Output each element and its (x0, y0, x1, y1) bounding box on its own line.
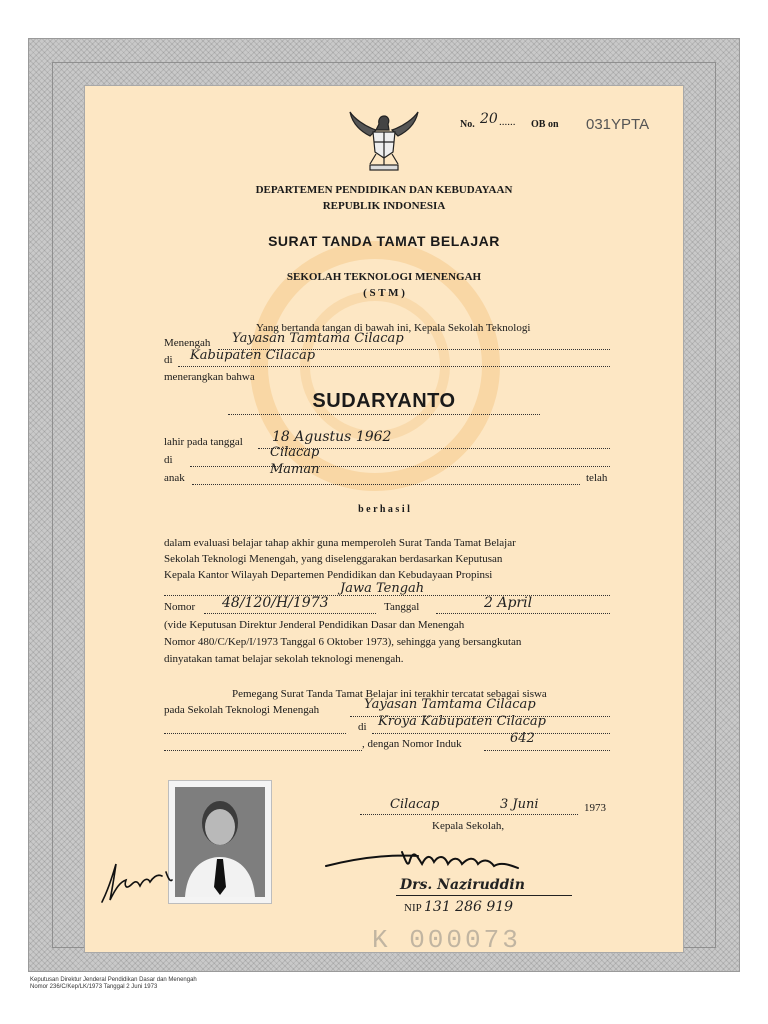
document-title: SURAT TANDA TAMAT BELAJAR (268, 233, 500, 249)
place-dots (190, 466, 610, 467)
di2-dots-left (164, 733, 346, 734)
tanggal-value: 2 April (484, 595, 533, 611)
tanggal-dots (436, 613, 610, 614)
nomor-label: Nomor (164, 601, 196, 613)
result-text: b e r h a s i l (358, 504, 410, 515)
sign-place-dots (360, 814, 578, 815)
body-line6: dinyatakan tamat belajar sekolah teknologi menengah. (164, 653, 404, 665)
nomor-value: 48/120/H/1973 (222, 595, 329, 611)
induk-value: 642 (510, 731, 535, 746)
menengah-label: Menengah (164, 337, 211, 349)
child-value: Maman (270, 462, 320, 477)
school-type-line1: SEKOLAH TEKNOLOGI MENENGAH (286, 271, 482, 283)
garuda-emblem-icon (346, 108, 422, 172)
intro-line: Yang bertanda tangan di bawah ini, Kepala Sekolah Teknologi (256, 322, 531, 334)
child-label: anak (164, 472, 185, 484)
place-label: di (164, 454, 173, 466)
footnote-line2: Nomor 236/C/Kep/LK/1973 Tanggal 2 Juni 1973 (30, 984, 158, 990)
di-value: Kabupaten Cilacap (190, 348, 316, 363)
footnote (30, 977, 197, 991)
principal-role: Kepala Sekolah, (432, 820, 505, 832)
nomor-dots (204, 613, 376, 614)
province-value: Jawa Tengah (340, 581, 425, 596)
induk-label: , dengan Nomor Induk (362, 738, 462, 750)
di2-dots (372, 733, 610, 734)
sign-year: 1973 (584, 802, 606, 814)
ob-label: OB on (531, 119, 559, 130)
principal-name: Drs. Naziruddin (400, 877, 525, 893)
ministry-line1: DEPARTEMEN PENDIDIKAN DAN KEBUDAYAAN (255, 184, 513, 196)
di2-label: di (358, 721, 367, 733)
number-dots: ...... (499, 116, 516, 128)
sign-place: Cilacap (390, 797, 440, 812)
portrait-icon (175, 787, 265, 897)
serial-number: K 000073 (372, 925, 521, 955)
born-value: 18 Agustus 1962 (272, 429, 392, 445)
nip-value: 131 286 919 (424, 899, 514, 915)
student-name: SUDARYANTO (312, 390, 456, 412)
body-line7: Pemegang Surat Tanda Tamat Belajar ini terakhir tercatat sebagai siswa (232, 688, 547, 700)
telah-label: telah (586, 472, 608, 484)
number-label: No. (460, 119, 475, 130)
body-line3: Kepala Kantor Wilayah Departemen Pendidikan dan Kebudayaan Propinsi (164, 569, 493, 581)
menerangkan-label: menerangkan bahwa (164, 371, 255, 383)
student-name-dots (228, 414, 540, 415)
di2-value: Kroya Kabupaten Cilacap (378, 714, 546, 729)
induk-dots (484, 750, 610, 751)
di-dots (178, 366, 610, 367)
induk-dots-left (164, 750, 362, 751)
student-signature (96, 856, 188, 912)
body-line8: pada Sekolah Teknologi Menengah (164, 704, 320, 716)
place-value: Cilacap (270, 445, 320, 460)
sign-day: 3 Juni (500, 797, 539, 812)
body-line2: Sekolah Teknologi Menengah, yang diselenggarakan berdasarkan Keputusan (164, 553, 503, 565)
school-value: Yayasan Tamtama Cilacap (364, 697, 536, 712)
menengah-value: Yayasan Tamtama Cilacap (232, 331, 404, 346)
body-line1: dalam evaluasi belajar tahap akhir guna memperoleh Surat Tanda Tamat Belajar (164, 537, 516, 549)
principal-name-underline (396, 895, 572, 896)
ministry-line2: REPUBLIK INDONESIA (322, 200, 446, 212)
nip-label: NIP (404, 902, 422, 914)
school-type-line2: ( S T M ) (363, 287, 405, 299)
principal-signature (318, 834, 558, 882)
body-line4: (vide Keputusan Direktur Jenderal Pendidikan Dasar dan Menengah (164, 619, 465, 631)
number-value: 20 (480, 111, 498, 127)
di-label: di (164, 354, 173, 366)
body-line5: Nomor 480/C/Kep/I/1973 Tanggal 6 Oktober 1973), sehingga yang bersangkutan (164, 636, 522, 648)
certificate-code: 031YPTA (586, 116, 650, 133)
child-dots (192, 484, 580, 485)
footnote-line1: Keputusan Direktur Jenderal Pendidikan Dasar dan Menengah (30, 977, 197, 983)
born-label: lahir pada tanggal (164, 436, 243, 448)
tanggal-label: Tanggal (384, 601, 420, 613)
